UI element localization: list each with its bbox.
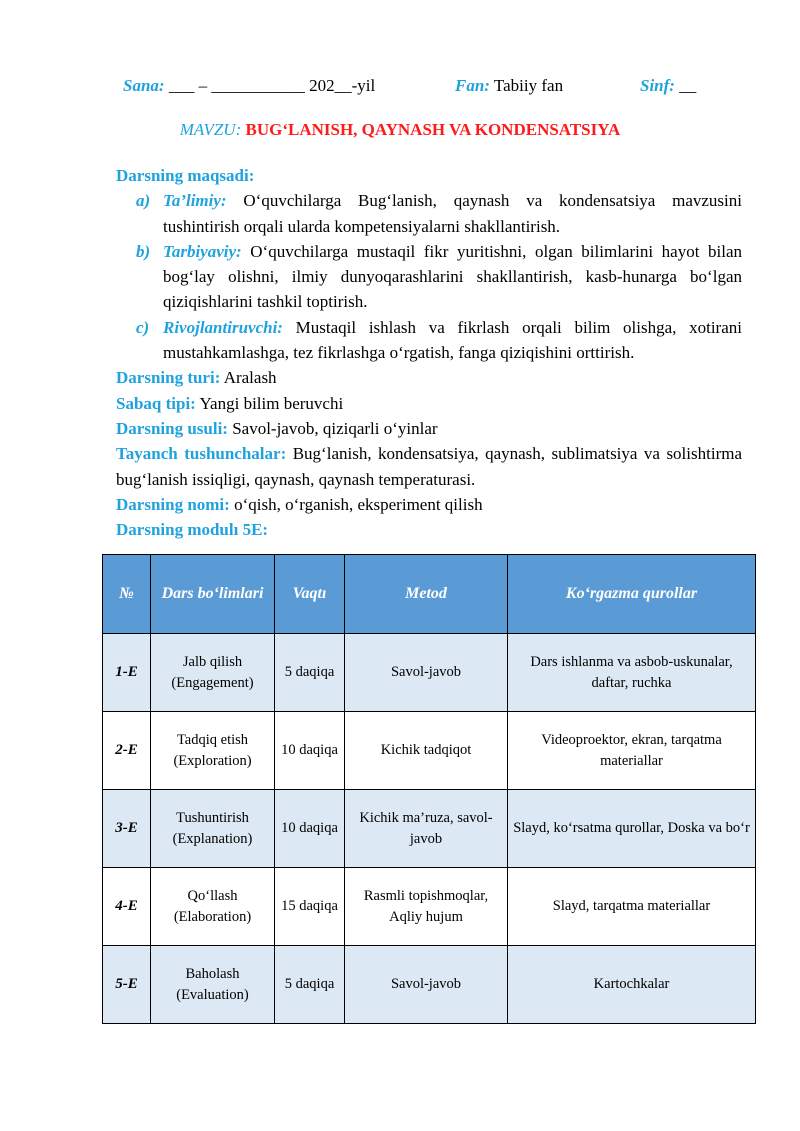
goal-marker: a) <box>136 191 151 211</box>
table-row <box>103 868 756 946</box>
subject-field <box>455 76 563 96</box>
lesson-method-label: Darsning usuli: <box>116 418 228 438</box>
stage-method: Kichik tadqiqot <box>345 712 508 790</box>
table-row <box>103 790 756 868</box>
stage-code: 5-E <box>103 946 151 1024</box>
stage-method: Savol-javob <box>345 946 508 1024</box>
stage-part: Tushuntirish (Explanation) <box>151 790 275 868</box>
lesson-method-value: Savol-javob, qiziqarli o‘yinlar <box>232 418 438 438</box>
lesson-method-row <box>116 416 742 441</box>
stage-time: 15 daqiqa <box>275 868 345 946</box>
lesson-name-value: o‘qish, o‘rganish, eksperiment qilish <box>234 494 483 514</box>
goal-text: O‘quvchilarga Bug‘lanish, qaynash va kondensatsiya mavzusini tushintirish orqali ularda kompetensiyalarni shakllantirish. <box>163 191 742 236</box>
class-value: __ <box>679 76 697 95</box>
lesson-name-label: Darsning nomi: <box>116 494 230 514</box>
module-heading: Darsning modulı 5E: <box>116 520 269 540</box>
lesson-info <box>116 163 742 542</box>
lesson-kind-value: Yangi bilim beruvchi <box>199 393 344 413</box>
class-label: Sinf: <box>640 76 675 95</box>
header-tools: Ko‘rgazma qurollar <box>508 555 756 634</box>
subject-label: Fan: <box>455 76 490 95</box>
lesson-type-row <box>116 365 742 390</box>
header-method: Metod <box>345 555 508 634</box>
lesson-kind-row <box>116 391 742 416</box>
stage-tools: Dars ishlanma va asbob-uskunalar, daftar, ruchka <box>508 634 756 712</box>
date-field <box>123 76 375 96</box>
stage-method: Kichik ma’ruza, savol-javob <box>345 790 508 868</box>
subject-value: Tabiiy fan <box>493 76 564 95</box>
stage-tools: Videoproektor, ekran, tarqatma materiallar <box>508 712 756 790</box>
goals-heading: Darsning maqsadi: <box>116 166 255 185</box>
topic-line <box>0 120 800 140</box>
stage-code: 1-E <box>103 634 151 712</box>
stage-code: 2-E <box>103 712 151 790</box>
stage-part: Qo‘llash (Elaboration) <box>151 868 275 946</box>
lesson-kind-label: Sabaq tipi: <box>116 393 196 413</box>
goal-item <box>116 315 742 366</box>
stage-time: 10 daqiqa <box>275 790 345 868</box>
key-concepts-row <box>116 441 742 492</box>
goal-marker: c) <box>136 317 150 337</box>
table-header-row <box>103 555 756 634</box>
stage-method: Savol-javob <box>345 634 508 712</box>
goal-label: Tarbiyaviy: <box>163 241 242 261</box>
lesson-plan-table <box>102 554 756 1024</box>
document-header <box>123 76 723 100</box>
class-field <box>640 76 696 96</box>
stage-tools: Slayd, ko‘rsatma qurollar, Doska va bo‘r <box>508 790 756 868</box>
header-sections: Dars bo‘limlari <box>151 555 275 634</box>
key-concepts-value: Bug‘lanish, kondensatsiya, qaynash, sublimatsiya va solishtirma bug‘lanish issiqligi, qaynash, qaynash temperaturasi. <box>116 444 742 489</box>
stage-tools: Kartochkalar <box>508 946 756 1024</box>
goal-text: Mustaqil ishlash va fikrlash orqali bilim olishga, xotirani mustahkamlashga, tez fikrlashga o‘rgatish, fanga qiziqishini orttirish. <box>163 317 742 363</box>
topic-label: MAVZU: <box>179 120 242 139</box>
stage-tools: Slayd, tarqatma materiallar <box>508 868 756 946</box>
stage-part: Tadqiq etish (Exploration) <box>151 712 275 790</box>
table-row <box>103 634 756 712</box>
goal-marker: b) <box>136 241 151 261</box>
stage-code: 4-E <box>103 868 151 946</box>
goal-text: O‘quvchilarga mustaqil fikr yuritishni, olgan bilimlarini hayot bilan bog‘lay olishni, ilmiy dunyoqarashlarini shakllantirish, kasb-hunarga bo‘lgan qiziqishlarini tashkil toptirish. <box>163 241 742 312</box>
table-row <box>103 946 756 1024</box>
stage-code: 3-E <box>103 790 151 868</box>
lesson-type-value: Aralash <box>223 368 277 388</box>
key-concepts-label: Tayanch tushunchalar: <box>116 444 287 464</box>
lesson-name-row <box>116 492 742 517</box>
date-value: ___ – ___________ 202__-yil <box>168 76 376 95</box>
stage-part: Jalb qilish (Engagement) <box>151 634 275 712</box>
goal-item <box>116 188 742 239</box>
table-row <box>103 712 756 790</box>
stage-time: 5 daqiqa <box>275 634 345 712</box>
lesson-type-label: Darsning turi: <box>116 368 221 388</box>
stage-part: Baholash (Evaluation) <box>151 946 275 1024</box>
header-time: Vaqtı <box>275 555 345 634</box>
goal-item <box>116 239 742 315</box>
goal-label: Ta’limiy: <box>163 191 227 211</box>
topic-title: BUG‘LANISH, QAYNASH VA KONDENSATSIYA <box>245 120 621 139</box>
stage-time: 10 daqiqa <box>275 712 345 790</box>
date-label: Sana: <box>123 76 165 95</box>
stage-time: 5 daqiqa <box>275 946 345 1024</box>
stage-method: Rasmli topishmoqlar, Aqliy hujum <box>345 868 508 946</box>
goal-label: Rivojlantiruvchi: <box>163 317 283 337</box>
header-number: № <box>103 555 151 634</box>
